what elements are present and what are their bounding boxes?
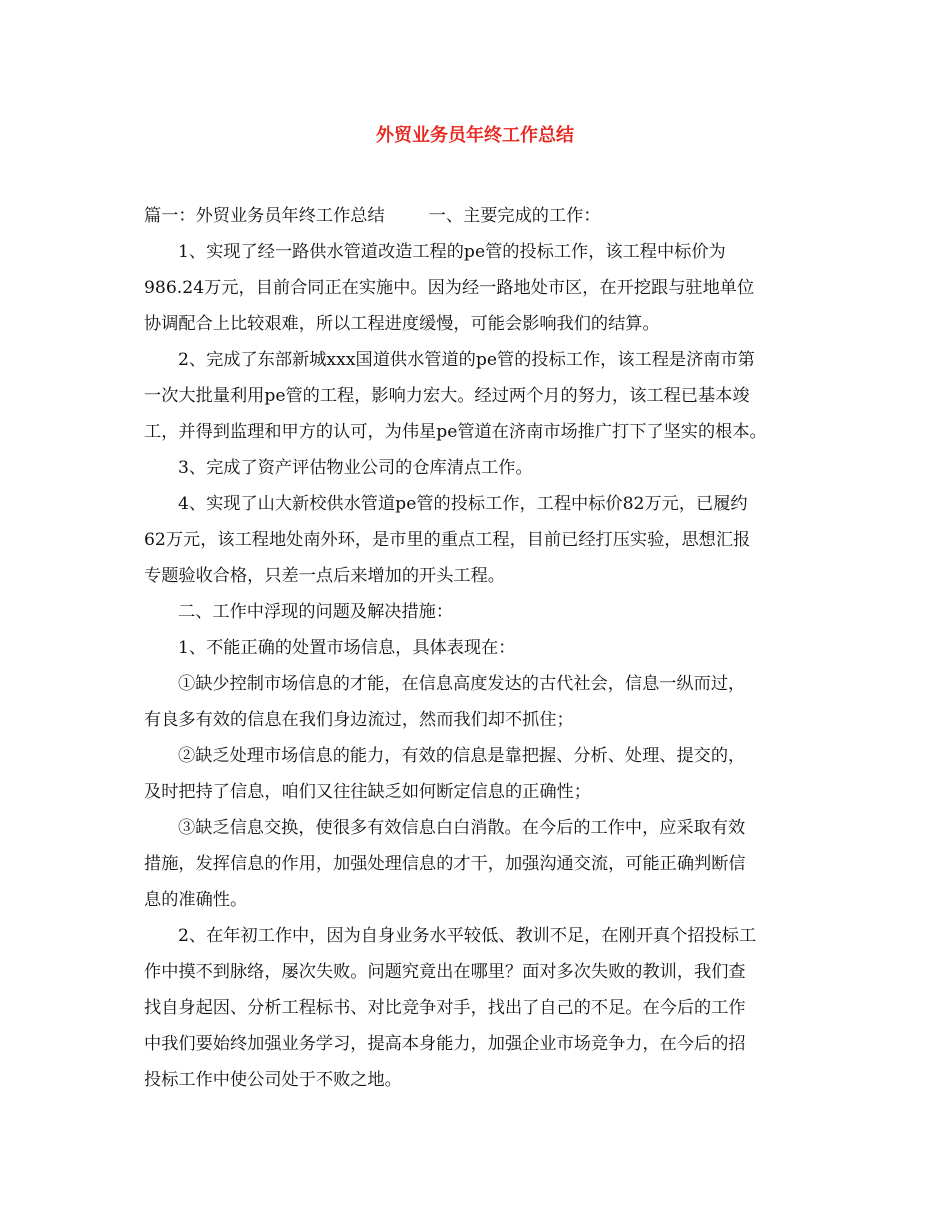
paragraph-line: 及时把持了信息，咱们又往往缺乏如何断定信息的正确性；: [144, 782, 591, 802]
paragraph-line: 找自身起因、分析工程标书、对比竞争对手，找出了自己的不足。在今后的工作: [144, 998, 746, 1018]
paragraph-line: 投标工作中使公司处于不败之地。: [144, 1070, 402, 1090]
paragraph-line: 2、完成了东部新城xxx国道供水管道的pe管的投标工作，该工程是济南市第: [178, 350, 755, 370]
paragraph-line: 一次大批量利用pe管的工程，影响力宏大。经过两个月的努力，该工程已基本竣: [144, 386, 750, 406]
section-heading: 一、主要完成的工作：: [428, 206, 601, 226]
paragraph-line: 4、实现了山大新校供水管道pe管的投标工作，工程中标价82万元，已履约: [178, 494, 748, 514]
paragraph-line: ①缺少控制市场信息的才能，在信息高度发达的古代社会，信息一纵而过，: [178, 674, 746, 694]
paragraph-line: 措施，发挥信息的作用，加强处理信息的才干，加强沟通交流，可能正确判断信: [144, 854, 746, 874]
paragraph-line: 专题验收合格，只差一点后来增加的开头工程。: [144, 566, 505, 586]
paragraph-line: ③缺乏信息交换，使很多有效信息白白消散。在今后的工作中，应采取有效: [178, 818, 746, 838]
section-heading-line: [144, 198, 824, 234]
paragraph-line: 1、实现了经一路供水管道改造工程的pe管的投标工作，该工程中标价为: [178, 242, 726, 262]
paragraph-line: 中我们要始终加强业务学习，提高本身能力，加强企业市场竞争力，在今后的招: [144, 1034, 746, 1054]
document-body: [144, 198, 824, 1098]
paragraph-line: 息的准确性。: [144, 890, 248, 910]
paragraph-line: 986.24万元，目前合同正在实施中。因为经一路地处市区，在开挖跟与驻地单位: [144, 278, 755, 298]
paragraph-line: 有良多有效的信息在我们身边流过，然而我们却不抓住；: [144, 710, 574, 730]
paragraph-line: 协调配合上比较艰难，所以工程进度缓慢，可能会影响我们的结算。: [144, 314, 660, 334]
paragraph-line: 2、在年初工作中，因为自身业务水平较低、教训不足，在刚开真个招投标工: [178, 926, 757, 946]
document-title: 外贸业务员年终工作总结: [376, 125, 574, 146]
paragraph-line: 作中摸不到脉络，屡次失败。问题究竟出在哪里？面对多次失败的教训，我们查: [144, 962, 746, 982]
paragraph-line: 62万元，该工程地处南外环，是市里的重点工程，目前已经打压实验，思想汇报: [144, 530, 751, 550]
article-heading: 篇一：外贸业务员年终工作总结: [144, 206, 385, 226]
paragraph-line: ②缺乏处理市场信息的能力，有效的信息是靠把握、分析、处理、提交的，: [178, 746, 746, 766]
paragraph-line: 3、完成了资产评估物业公司的仓库清点工作。: [178, 458, 533, 478]
paragraph-line: 1、不能正确的处置市场信息，具体表现在：: [178, 638, 516, 658]
paragraph-line: 工，并得到监理和甲方的认可，为伟星pe管道在济南市场推广打下了坚实的根本。: [144, 422, 767, 442]
paragraph-line: 二、工作中浮现的问题及解决措施：: [178, 602, 454, 622]
